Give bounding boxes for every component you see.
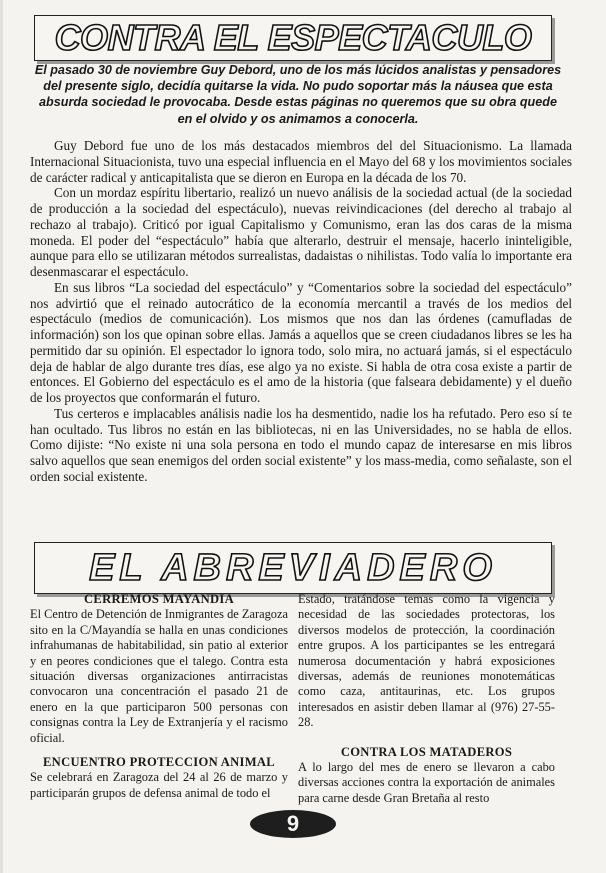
news-heading: ENCUENTRO PROTECCION ANIMAL [42,755,275,770]
section-title: EL ABREVIADERO [89,547,497,589]
news-text: Se celebrará en Zaragoza del 24 al 26 de marzo y participarán grupos de defensa animal de todo el [30,770,288,800]
article-body [30,138,572,485]
article-title-box [34,15,552,61]
news-text: El Centro de Detención de Inmigrantes de Zaragoza sito en la C/Mayandía se halla en unas condiciones infrahumanas de habitabilidad, sin patio al exterior y en peores condiciones que el talego. Contra esta situación diversas organizaciones antirracistas convocaron una concentración el pasado 21 de enero en la que participaron 500 personas con consignas contra la Ley de Extranjería y el racismo oficial. [30,607,288,745]
page-edge [0,0,3,873]
page-number: 9 [250,810,336,838]
article-paragraph: Guy Debord fue uno de los más destacados miembros del del Situacionismo. La llamada Internacional Situacionista, tuvo una especial influencia en el Mayo del 68 y los movimientos sociales de carácter radical y anticapitalista que se dieron en Europa en la década de los 70. [30,138,572,185]
article-intro: El pasado 30 de noviembre Guy Debord, uno de los más lúcidos analistas y pensadores del presente siglo, decidía quitarse la vida. No pudo soportar más la náusea que esta absurda sociedad le provocaba. Desde estas páginas no queremos que su obra quede en el olvido y os animamos a conocerla. [34,63,562,126]
article-paragraph: Tus certeros e implacables análisis nadie los ha desmentido, nadie los ha refutado. Pero eso sí te han ocultado. Tus libros no están en las bibliotecas, ni en las Universidades, no se habla de ellos. Como dijiste: “No existe ni una sola persona en todo el mundo capaz de interesarse en mis libros salvo aquellos que sean enemigos del orden social existente” y los mass-media, como señalaste, son el orden social existente. [30,405,572,484]
news-text: A lo largo del mes de enero se llevaron a cabo diversas acciones contra la exportación de animales para carne desde Gran Bretaña al resto [298,760,555,805]
news-heading: CERREMOS MAYANDIA [83,592,235,606]
article-paragraph: Con un mordaz espíritu libertario, realizó un nuevo análisis de la sociedad actual (de la sociedad de producción a la sociedad del espectáculo), nuevas reivindicaciones (del derecho al trabajo al rechazo al trabajo). Criticó por igual Capitalismo y Comunismo, eran las dos caras de la misma moneda. El poder del “espectáculo” había que alterarlo, destruir el mensaje, hacerlo ininteligible, aunque para ello se utilizaran métodos surrealistas, dadaistas o nihilistas. Todo valía lo importante era desenmascarar el espectáculo. [30,185,572,279]
left-column [30,592,288,801]
right-column [298,592,555,806]
news-heading: CONTRA LOS MATADEROS [340,744,513,759]
section-title-box [34,542,552,594]
article-title: CONTRA EL ESPECTACULO [54,17,532,58]
news-text: Estado, tratándose temas como la vigencia y necesidad de las sociedades protectoras, los diversos modelos de protección, la coordinación entre grupos. A los participantes se les entregará numerosa documentación y habrá exposiciones diversas, además de reuniones monotemáticas como caza, antitaurinas, etc. Los grupos interesados en asistir deben llamar al (976) 27-55-28. [298,592,555,730]
article-paragraph: En sus libros “La sociedad del espectáculo” y “Comentarios sobre la sociedad del espectáculo” nos advirtió que el reinado autocrático de la economía mercantil a través de los medios del espectáculo (medios de comunicación). Los mismos que nos dan las órdenes (camufladas de información) son los que opinan sobre ellas. Jamás a aquellos que se creen ciudadanos libres se les ha permitido dar su opinión. El espectador lo ignora todo, solo mira, no actuará jamás, si el espectáculo deja de hablar de algo durante tres días, ese algo ya no existe. Si habla de otra cosa existe a partir de entonces. El Gobierno del espectáculo es el amo de la historia (que falseara debidamente) y el dueño de los proyectos que conformarán el futuro. [30,279,572,405]
